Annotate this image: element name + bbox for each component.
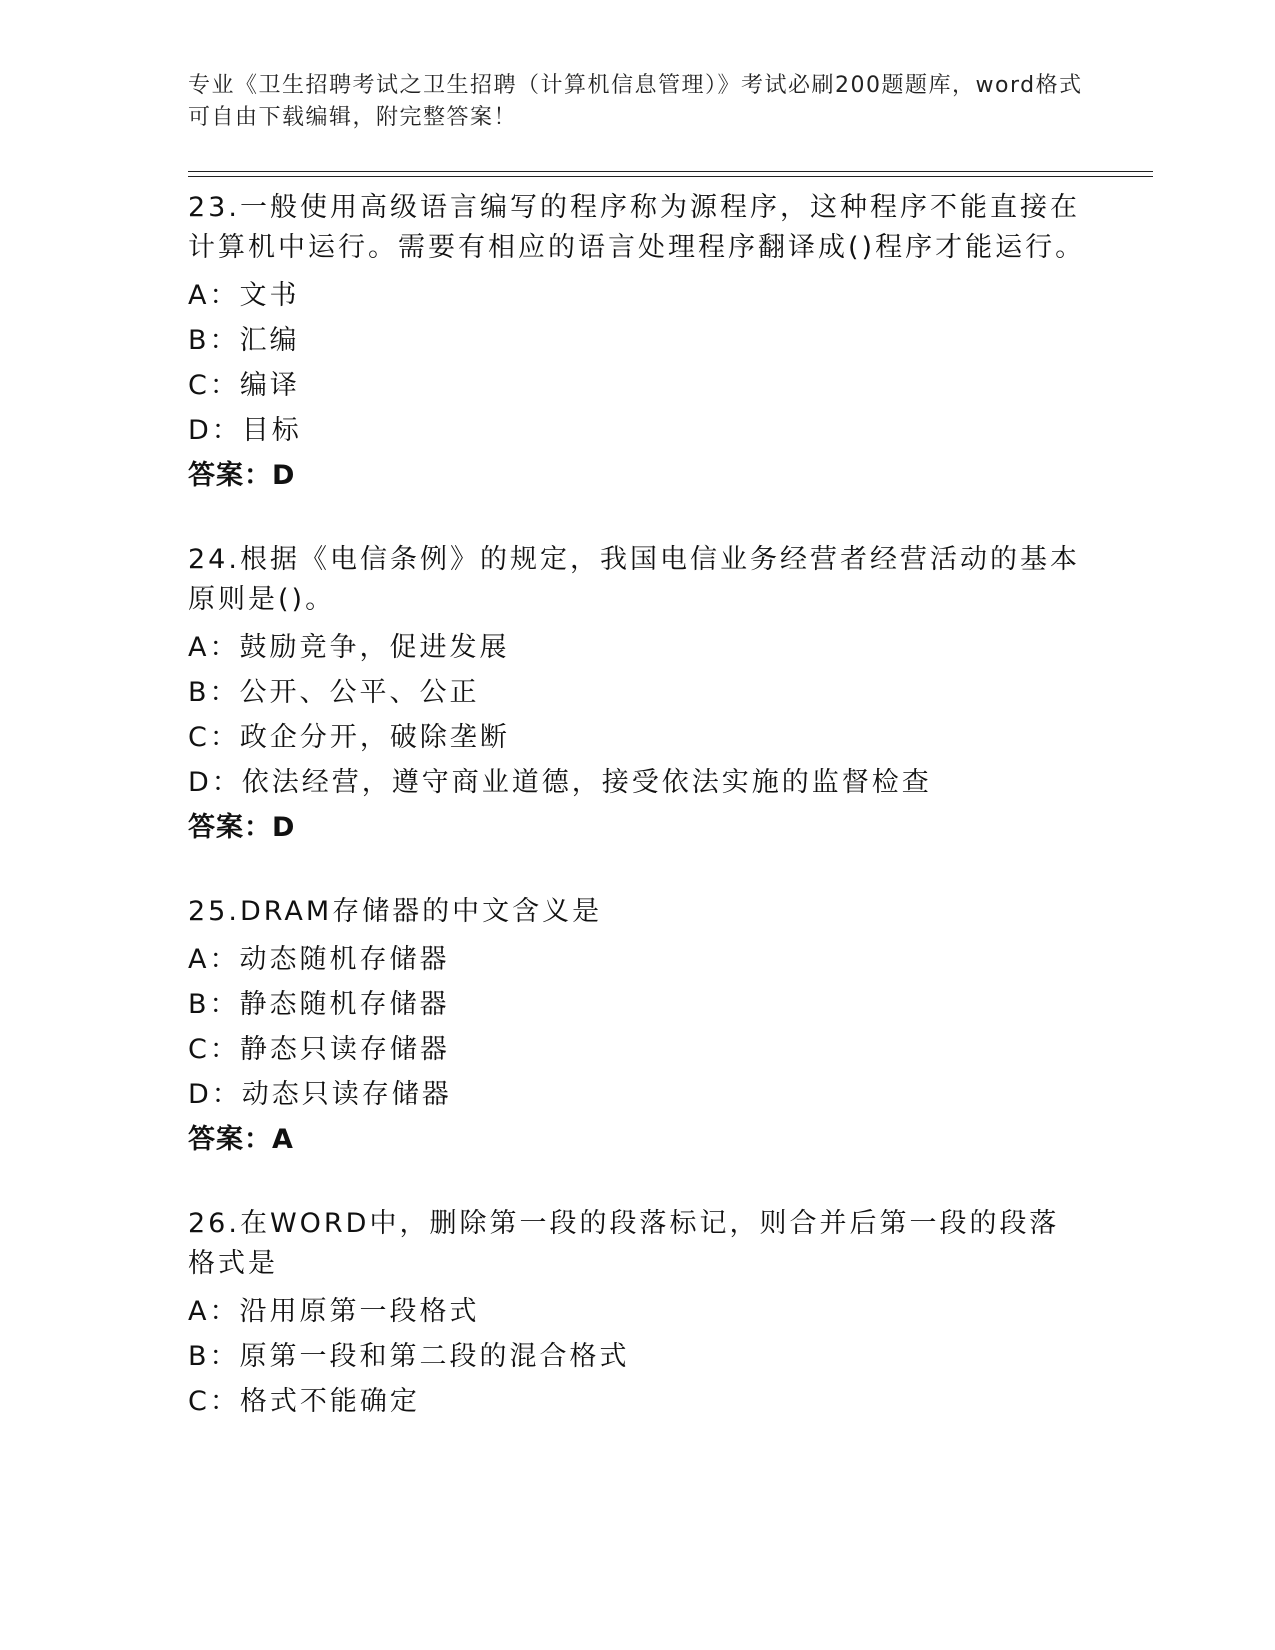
answer-line: 答案：D bbox=[188, 460, 296, 491]
option-b: B：公开、公平、公正 bbox=[188, 677, 480, 708]
option-a: A：鼓励竞争，促进发展 bbox=[188, 632, 510, 663]
option-d: D：目标 bbox=[188, 415, 302, 446]
option-d: D：动态只读存储器 bbox=[188, 1079, 452, 1110]
option-b: B：汇编 bbox=[188, 325, 300, 356]
question-25 bbox=[188, 892, 1088, 1162]
header-divider-top bbox=[188, 171, 1153, 172]
question-list bbox=[188, 188, 1088, 1466]
option-c: C：静态只读存储器 bbox=[188, 1034, 450, 1065]
question-23 bbox=[188, 188, 1088, 498]
question-stem: 24.根据《电信条例》的规定，我国电信业务经营者经营活动的基本原则是()。 bbox=[188, 544, 1080, 615]
header-divider-bottom bbox=[188, 176, 1153, 177]
option-a: A：文书 bbox=[188, 280, 300, 311]
question-24 bbox=[188, 540, 1088, 850]
answer-line: 答案：A bbox=[188, 1124, 294, 1155]
option-a: A：沿用原第一段格式 bbox=[188, 1296, 480, 1327]
question-26 bbox=[188, 1204, 1088, 1424]
option-a: A：动态随机存储器 bbox=[188, 944, 450, 975]
option-b: B：静态随机存储器 bbox=[188, 989, 450, 1020]
document-header: 专业《卫生招聘考试之卫生招聘（计算机信息管理）》考试必刷200题题库，word格式可自由下载编辑，附完整答案！ bbox=[188, 73, 1083, 130]
option-d: D：依法经营，遵守商业道德，接受依法实施的监督检查 bbox=[188, 767, 932, 798]
option-c: C：政企分开，破除垄断 bbox=[188, 722, 510, 753]
question-stem: 26.在WORD中，删除第一段的段落标记，则合并后第一段的段落格式是 bbox=[188, 1208, 1060, 1279]
option-c: C：编译 bbox=[188, 370, 300, 401]
option-b: B：原第一段和第二段的混合格式 bbox=[188, 1341, 630, 1372]
question-stem: 23.一般使用高级语言编写的程序称为源程序，这种程序不能直接在计算机中运行。需要有相应的语言处理程序翻译成()程序才能运行。 bbox=[188, 192, 1086, 263]
question-stem: 25.DRAM存储器的中文含义是 bbox=[188, 896, 603, 927]
option-c: C：格式不能确定 bbox=[188, 1386, 420, 1417]
answer-line: 答案：D bbox=[188, 812, 296, 843]
